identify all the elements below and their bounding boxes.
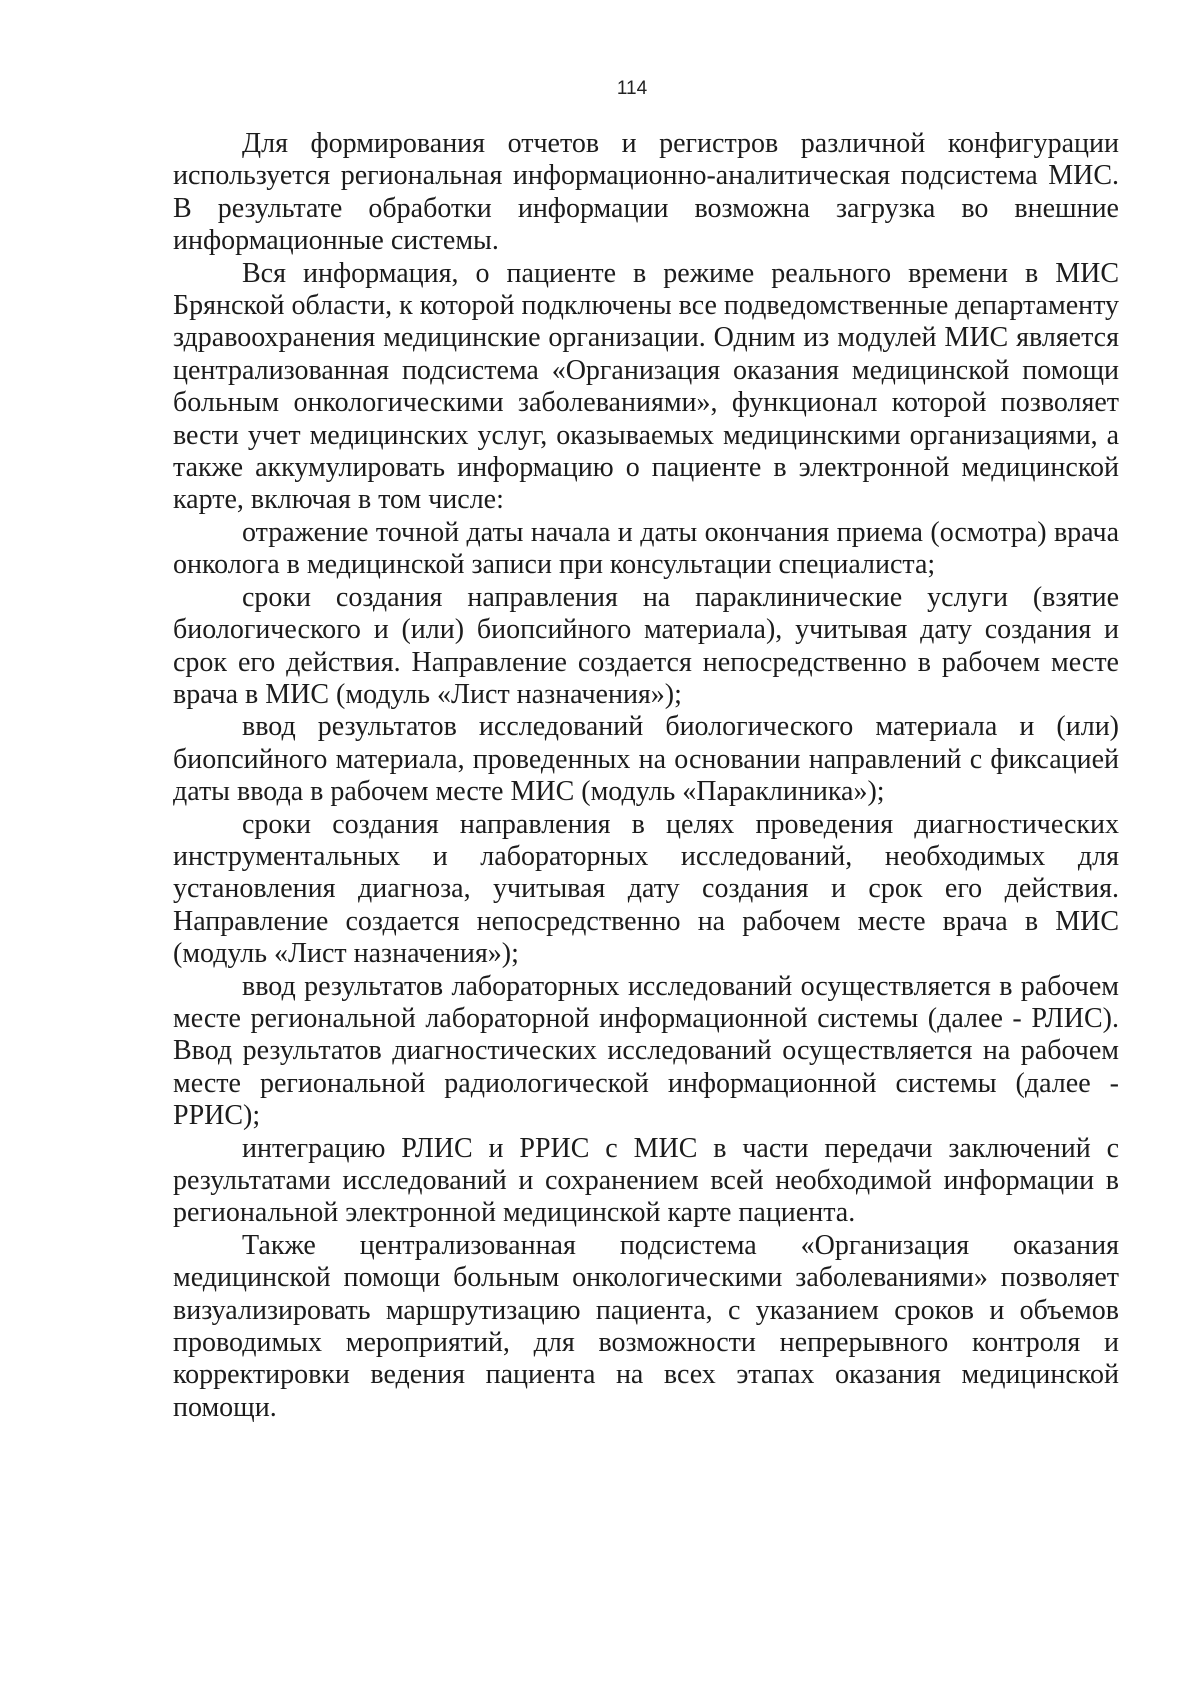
paragraph-integration: интеграцию РЛИС и РРИС с МИС в части передачи заключений с результатами исследований и сохранением всей необходимой информации в региональной электронной медицинской карте пациента. — [173, 1132, 1119, 1229]
paragraph-reports: Для формирования отчетов и регистров различной конфигурации используется региональная информационно-аналитическая подсистема МИС. В результате обработки информации возможна загрузка во внешние информационные системы. — [173, 128, 1119, 257]
paragraph-routing: Также централизованная подсистема «Организация оказания медицинской помощи больным онкологическими заболеваниями» позволяет визуализировать маршрутизацию пациента, с указанием сроков и объемов проводимых мероприятий, для возможности непрерывного контроля и корректировки ведения пациента на всех этапах оказания медицинской помощи. — [173, 1229, 1119, 1423]
page-number: 114 — [616, 78, 648, 99]
paragraph-mis-info: Вся информация, о пациенте в режиме реального времени в МИС Брянской области, к которой подключены все подведомственные департаменту здравоохранения медицинские организации. Одним из модулей МИС является централизованная подсистема «Организация оказания медицинской помощи больным онкологическими заболеваниями», функционал которой позволяет вести учет медицинских услуг, оказываемых медицинскими организациями, а также аккумулировать информацию о пациенте в электронной медицинской карте, включая в том числе: — [173, 257, 1119, 516]
paragraph-lab-results: ввод результатов лабораторных исследований осуществляется в рабочем месте региональной лабораторной информационной системы (далее - РЛИС). Ввод результатов диагностических исследований осуществляется на рабочем месте региональной радиологической информационной системы (далее - РРИС); — [173, 970, 1119, 1132]
paragraph-diagnostic-referral: сроки создания направления в целях проведения диагностических инструментальных и лабораторных исследований, необходимых для установления диагноза, учитывая дату создания и срок его действия. Направление создается непосредственно на рабочем месте врача в МИС (модуль «Лист назначения»); — [173, 808, 1119, 970]
paragraph-biomaterial-results: ввод результатов исследований биологического материала и (или) биопсийного материала, проведенных на основании направлений с фиксацией даты ввода в рабочем месте МИС (модуль «Параклиника»); — [173, 711, 1119, 808]
document-body — [173, 128, 1119, 1424]
paragraph-paraclinical-referral: сроки создания направления на параклинические услуги (взятие биологического и (или) биопсийного материала), учитывая дату создания и срок его действия. Направление создается непосредственно в рабочем месте врача в МИС (модуль «Лист назначения»); — [173, 581, 1119, 710]
paragraph-oncologist-dates: отражение точной даты начала и даты окончания приема (осмотра) врача онколога в медицинской записи при консультации специалиста; — [173, 516, 1119, 581]
